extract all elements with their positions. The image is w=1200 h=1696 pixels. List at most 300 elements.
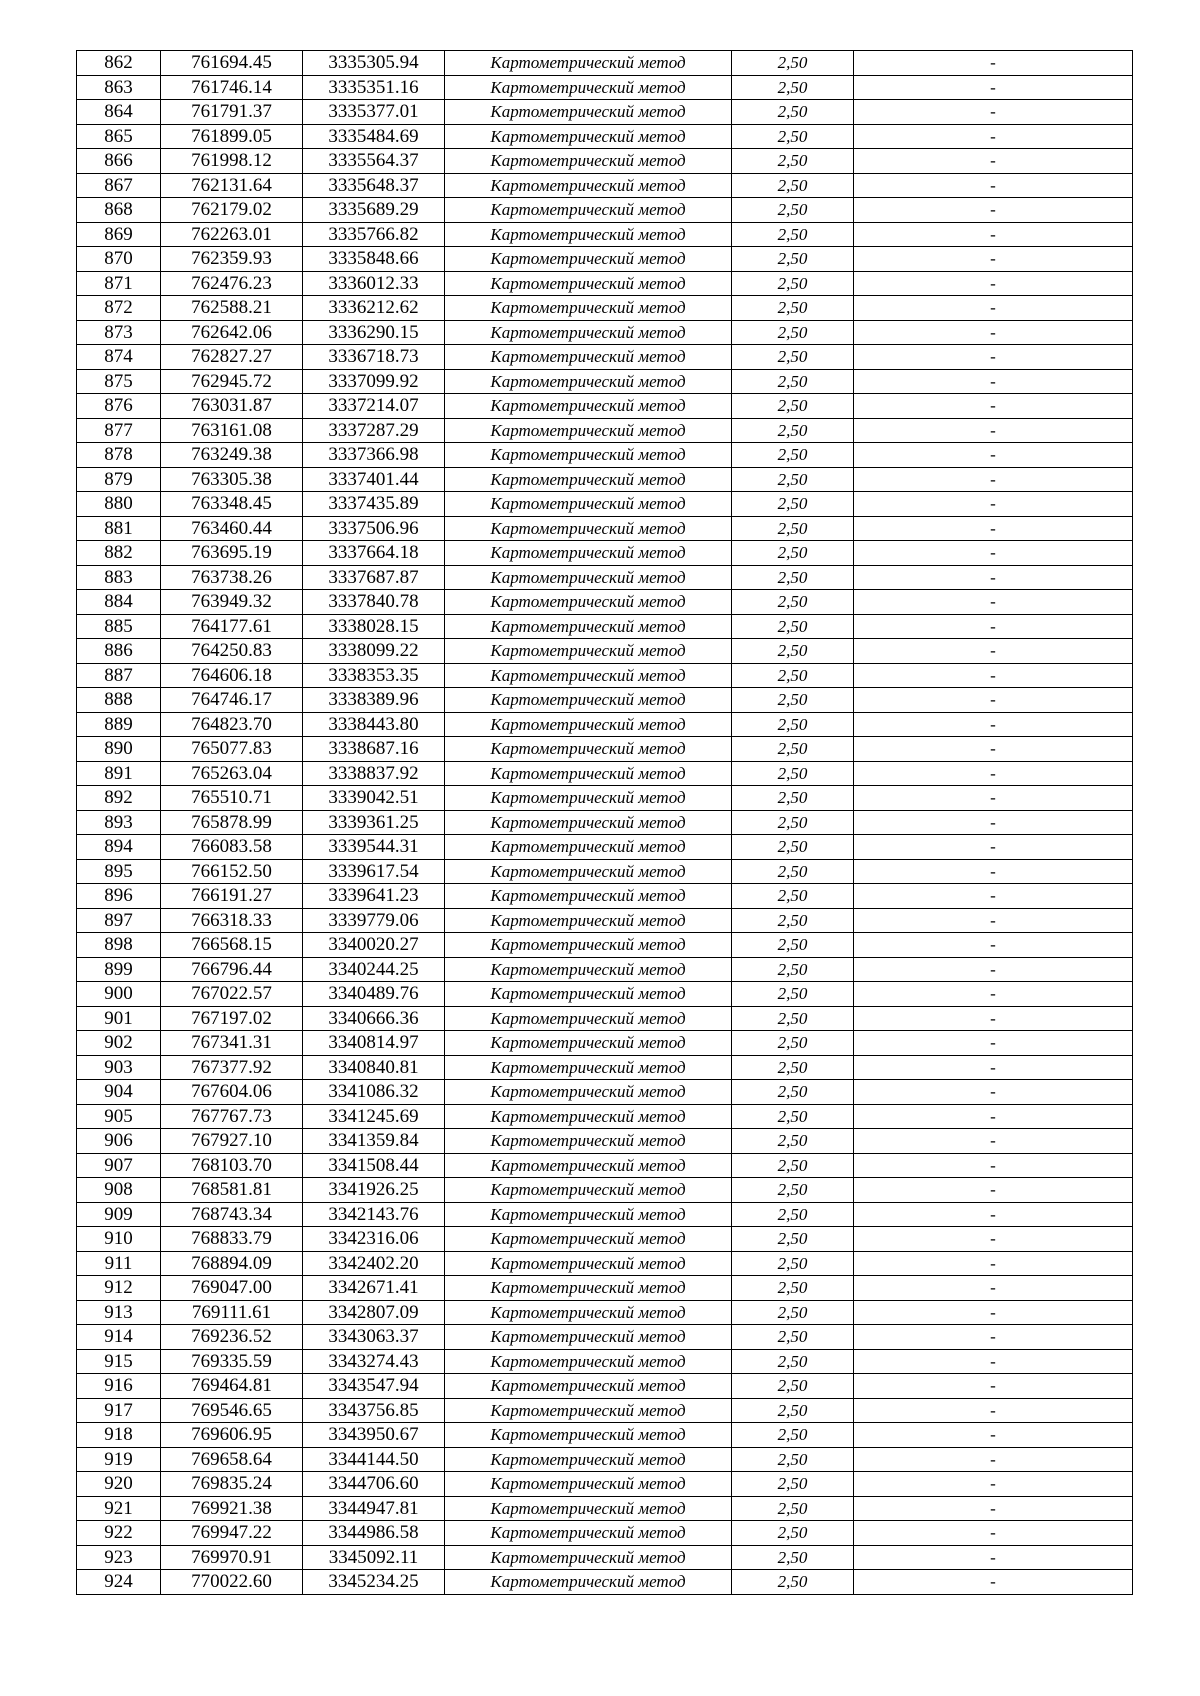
y-coordinate-cell: 3339617.54 xyxy=(303,859,445,884)
note-cell: - xyxy=(854,712,1133,737)
error-cell: 2,50 xyxy=(732,1472,854,1497)
method-cell: Картометрический метод xyxy=(445,124,732,149)
x-coordinate-cell: 762476.23 xyxy=(161,271,303,296)
point-number-cell: 863 xyxy=(77,75,161,100)
table-row xyxy=(77,1251,1133,1276)
table-row xyxy=(77,492,1133,517)
coordinates-table xyxy=(76,50,1133,1595)
error-cell: 2,50 xyxy=(732,786,854,811)
point-number-cell: 910 xyxy=(77,1227,161,1252)
note-cell: - xyxy=(854,957,1133,982)
method-cell: Картометрический метод xyxy=(445,1521,732,1546)
note-cell: - xyxy=(854,149,1133,174)
table-row xyxy=(77,198,1133,223)
note-cell: - xyxy=(854,1398,1133,1423)
method-cell: Картометрический метод xyxy=(445,737,732,762)
note-cell: - xyxy=(854,198,1133,223)
table-row xyxy=(77,1227,1133,1252)
x-coordinate-cell: 762263.01 xyxy=(161,222,303,247)
error-cell: 2,50 xyxy=(732,1178,854,1203)
method-cell: Картометрический метод xyxy=(445,933,732,958)
table-row xyxy=(77,1496,1133,1521)
x-coordinate-cell: 764250.83 xyxy=(161,639,303,664)
x-coordinate-cell: 762131.64 xyxy=(161,173,303,198)
table-row xyxy=(77,786,1133,811)
x-coordinate-cell: 763305.38 xyxy=(161,467,303,492)
x-coordinate-cell: 767341.31 xyxy=(161,1031,303,1056)
x-coordinate-cell: 761746.14 xyxy=(161,75,303,100)
error-cell: 2,50 xyxy=(732,124,854,149)
x-coordinate-cell: 762359.93 xyxy=(161,247,303,272)
x-coordinate-cell: 765077.83 xyxy=(161,737,303,762)
method-cell: Картометрический метод xyxy=(445,761,732,786)
error-cell: 2,50 xyxy=(732,418,854,443)
point-number-cell: 917 xyxy=(77,1398,161,1423)
y-coordinate-cell: 3341245.69 xyxy=(303,1104,445,1129)
x-coordinate-cell: 768103.70 xyxy=(161,1153,303,1178)
error-cell: 2,50 xyxy=(732,590,854,615)
note-cell: - xyxy=(854,1374,1133,1399)
x-coordinate-cell: 761694.45 xyxy=(161,51,303,76)
table-row xyxy=(77,320,1133,345)
x-coordinate-cell: 768833.79 xyxy=(161,1227,303,1252)
x-coordinate-cell: 764746.17 xyxy=(161,688,303,713)
point-number-cell: 909 xyxy=(77,1202,161,1227)
error-cell: 2,50 xyxy=(732,1080,854,1105)
x-coordinate-cell: 768581.81 xyxy=(161,1178,303,1203)
method-cell: Картометрический метод xyxy=(445,1129,732,1154)
x-coordinate-cell: 763161.08 xyxy=(161,418,303,443)
method-cell: Картометрический метод xyxy=(445,1398,732,1423)
table-row xyxy=(77,982,1133,1007)
point-number-cell: 920 xyxy=(77,1472,161,1497)
y-coordinate-cell: 3343547.94 xyxy=(303,1374,445,1399)
table-row xyxy=(77,173,1133,198)
y-coordinate-cell: 3340840.81 xyxy=(303,1055,445,1080)
table-row xyxy=(77,516,1133,541)
table-row xyxy=(77,1325,1133,1350)
error-cell: 2,50 xyxy=(732,394,854,419)
point-number-cell: 893 xyxy=(77,810,161,835)
y-coordinate-cell: 3337687.87 xyxy=(303,565,445,590)
point-number-cell: 871 xyxy=(77,271,161,296)
y-coordinate-cell: 3341926.25 xyxy=(303,1178,445,1203)
point-number-cell: 877 xyxy=(77,418,161,443)
note-cell: - xyxy=(854,884,1133,909)
x-coordinate-cell: 766568.15 xyxy=(161,933,303,958)
note-cell: - xyxy=(854,1129,1133,1154)
x-coordinate-cell: 765878.99 xyxy=(161,810,303,835)
x-coordinate-cell: 769546.65 xyxy=(161,1398,303,1423)
y-coordinate-cell: 3335305.94 xyxy=(303,51,445,76)
y-coordinate-cell: 3337214.07 xyxy=(303,394,445,419)
x-coordinate-cell: 761998.12 xyxy=(161,149,303,174)
note-cell: - xyxy=(854,1104,1133,1129)
y-coordinate-cell: 3344144.50 xyxy=(303,1447,445,1472)
error-cell: 2,50 xyxy=(732,982,854,1007)
method-cell: Картометрический метод xyxy=(445,590,732,615)
table-row xyxy=(77,1031,1133,1056)
note-cell: - xyxy=(854,75,1133,100)
x-coordinate-cell: 766152.50 xyxy=(161,859,303,884)
note-cell: - xyxy=(854,443,1133,468)
note-cell: - xyxy=(854,51,1133,76)
x-coordinate-cell: 762179.02 xyxy=(161,198,303,223)
error-cell: 2,50 xyxy=(732,443,854,468)
point-number-cell: 907 xyxy=(77,1153,161,1178)
error-cell: 2,50 xyxy=(732,1496,854,1521)
table-row xyxy=(77,639,1133,664)
note-cell: - xyxy=(854,124,1133,149)
method-cell: Картометрический метод xyxy=(445,1055,732,1080)
x-coordinate-cell: 767927.10 xyxy=(161,1129,303,1154)
y-coordinate-cell: 3336012.33 xyxy=(303,271,445,296)
error-cell: 2,50 xyxy=(732,1227,854,1252)
y-coordinate-cell: 3343063.37 xyxy=(303,1325,445,1350)
x-coordinate-cell: 764606.18 xyxy=(161,663,303,688)
y-coordinate-cell: 3336290.15 xyxy=(303,320,445,345)
point-number-cell: 884 xyxy=(77,590,161,615)
error-cell: 2,50 xyxy=(732,1251,854,1276)
table-row xyxy=(77,1423,1133,1448)
y-coordinate-cell: 3341359.84 xyxy=(303,1129,445,1154)
x-coordinate-cell: 761791.37 xyxy=(161,100,303,125)
note-cell: - xyxy=(854,1472,1133,1497)
y-coordinate-cell: 3337099.92 xyxy=(303,369,445,394)
error-cell: 2,50 xyxy=(732,761,854,786)
x-coordinate-cell: 763949.32 xyxy=(161,590,303,615)
y-coordinate-cell: 3343950.67 xyxy=(303,1423,445,1448)
x-coordinate-cell: 768894.09 xyxy=(161,1251,303,1276)
method-cell: Картометрический метод xyxy=(445,75,732,100)
y-coordinate-cell: 3338687.16 xyxy=(303,737,445,762)
y-coordinate-cell: 3344947.81 xyxy=(303,1496,445,1521)
x-coordinate-cell: 761899.05 xyxy=(161,124,303,149)
error-cell: 2,50 xyxy=(732,296,854,321)
method-cell: Картометрический метод xyxy=(445,1080,732,1105)
method-cell: Картометрический метод xyxy=(445,1227,732,1252)
y-coordinate-cell: 3335689.29 xyxy=(303,198,445,223)
x-coordinate-cell: 769606.95 xyxy=(161,1423,303,1448)
note-cell: - xyxy=(854,565,1133,590)
table-row xyxy=(77,884,1133,909)
error-cell: 2,50 xyxy=(732,614,854,639)
error-cell: 2,50 xyxy=(732,222,854,247)
y-coordinate-cell: 3335848.66 xyxy=(303,247,445,272)
x-coordinate-cell: 769970.91 xyxy=(161,1545,303,1570)
x-coordinate-cell: 767604.06 xyxy=(161,1080,303,1105)
method-cell: Картометрический метод xyxy=(445,222,732,247)
x-coordinate-cell: 763031.87 xyxy=(161,394,303,419)
x-coordinate-cell: 769236.52 xyxy=(161,1325,303,1350)
method-cell: Картометрический метод xyxy=(445,149,732,174)
point-number-cell: 919 xyxy=(77,1447,161,1472)
note-cell: - xyxy=(854,982,1133,1007)
method-cell: Картометрический метод xyxy=(445,663,732,688)
point-number-cell: 903 xyxy=(77,1055,161,1080)
y-coordinate-cell: 3338443.80 xyxy=(303,712,445,737)
method-cell: Картометрический метод xyxy=(445,1349,732,1374)
x-coordinate-cell: 763460.44 xyxy=(161,516,303,541)
point-number-cell: 862 xyxy=(77,51,161,76)
point-number-cell: 916 xyxy=(77,1374,161,1399)
point-number-cell: 873 xyxy=(77,320,161,345)
error-cell: 2,50 xyxy=(732,639,854,664)
note-cell: - xyxy=(854,1153,1133,1178)
y-coordinate-cell: 3336212.62 xyxy=(303,296,445,321)
error-cell: 2,50 xyxy=(732,1447,854,1472)
y-coordinate-cell: 3340244.25 xyxy=(303,957,445,982)
note-cell: - xyxy=(854,1276,1133,1301)
method-cell: Картометрический метод xyxy=(445,1031,732,1056)
method-cell: Картометрический метод xyxy=(445,786,732,811)
table-row xyxy=(77,1521,1133,1546)
y-coordinate-cell: 3339779.06 xyxy=(303,908,445,933)
note-cell: - xyxy=(854,222,1133,247)
x-coordinate-cell: 762588.21 xyxy=(161,296,303,321)
x-coordinate-cell: 767377.92 xyxy=(161,1055,303,1080)
x-coordinate-cell: 769335.59 xyxy=(161,1349,303,1374)
error-cell: 2,50 xyxy=(732,663,854,688)
error-cell: 2,50 xyxy=(732,737,854,762)
point-number-cell: 868 xyxy=(77,198,161,223)
error-cell: 2,50 xyxy=(732,369,854,394)
table-row xyxy=(77,688,1133,713)
y-coordinate-cell: 3335564.37 xyxy=(303,149,445,174)
point-number-cell: 911 xyxy=(77,1251,161,1276)
coordinates-table-body xyxy=(77,51,1133,1595)
note-cell: - xyxy=(854,639,1133,664)
error-cell: 2,50 xyxy=(732,1423,854,1448)
y-coordinate-cell: 3335648.37 xyxy=(303,173,445,198)
point-number-cell: 915 xyxy=(77,1349,161,1374)
error-cell: 2,50 xyxy=(732,198,854,223)
note-cell: - xyxy=(854,492,1133,517)
error-cell: 2,50 xyxy=(732,516,854,541)
table-row xyxy=(77,75,1133,100)
method-cell: Картометрический метод xyxy=(445,810,732,835)
note-cell: - xyxy=(854,296,1133,321)
table-row xyxy=(77,1570,1133,1595)
error-cell: 2,50 xyxy=(732,933,854,958)
note-cell: - xyxy=(854,1178,1133,1203)
note-cell: - xyxy=(854,1202,1133,1227)
x-coordinate-cell: 766191.27 xyxy=(161,884,303,909)
note-cell: - xyxy=(854,1423,1133,1448)
method-cell: Картометрический метод xyxy=(445,443,732,468)
y-coordinate-cell: 3340814.97 xyxy=(303,1031,445,1056)
method-cell: Картометрический метод xyxy=(445,1325,732,1350)
note-cell: - xyxy=(854,369,1133,394)
table-row xyxy=(77,1545,1133,1570)
note-cell: - xyxy=(854,761,1133,786)
table-row xyxy=(77,296,1133,321)
point-number-cell: 889 xyxy=(77,712,161,737)
y-coordinate-cell: 3339042.51 xyxy=(303,786,445,811)
point-number-cell: 886 xyxy=(77,639,161,664)
method-cell: Картометрический метод xyxy=(445,1153,732,1178)
y-coordinate-cell: 3342316.06 xyxy=(303,1227,445,1252)
note-cell: - xyxy=(854,1496,1133,1521)
note-cell: - xyxy=(854,614,1133,639)
method-cell: Картометрический метод xyxy=(445,835,732,860)
y-coordinate-cell: 3343274.43 xyxy=(303,1349,445,1374)
table-row xyxy=(77,1055,1133,1080)
method-cell: Картометрический метод xyxy=(445,908,732,933)
method-cell: Картометрический метод xyxy=(445,296,732,321)
note-cell: - xyxy=(854,1570,1133,1595)
error-cell: 2,50 xyxy=(732,173,854,198)
y-coordinate-cell: 3338099.22 xyxy=(303,639,445,664)
point-number-cell: 913 xyxy=(77,1300,161,1325)
note-cell: - xyxy=(854,1006,1133,1031)
error-cell: 2,50 xyxy=(732,467,854,492)
method-cell: Картометрический метод xyxy=(445,1300,732,1325)
method-cell: Картометрический метод xyxy=(445,369,732,394)
table-row xyxy=(77,394,1133,419)
error-cell: 2,50 xyxy=(732,247,854,272)
table-row xyxy=(77,541,1133,566)
table-row xyxy=(77,1104,1133,1129)
error-cell: 2,50 xyxy=(732,541,854,566)
point-number-cell: 867 xyxy=(77,173,161,198)
note-cell: - xyxy=(854,1545,1133,1570)
method-cell: Картометрический метод xyxy=(445,1178,732,1203)
error-cell: 2,50 xyxy=(732,1349,854,1374)
table-row xyxy=(77,712,1133,737)
y-coordinate-cell: 3335377.01 xyxy=(303,100,445,125)
y-coordinate-cell: 3336718.73 xyxy=(303,345,445,370)
error-cell: 2,50 xyxy=(732,51,854,76)
y-coordinate-cell: 3337506.96 xyxy=(303,516,445,541)
error-cell: 2,50 xyxy=(732,859,854,884)
y-coordinate-cell: 3335351.16 xyxy=(303,75,445,100)
note-cell: - xyxy=(854,467,1133,492)
x-coordinate-cell: 763738.26 xyxy=(161,565,303,590)
note-cell: - xyxy=(854,1080,1133,1105)
y-coordinate-cell: 3342143.76 xyxy=(303,1202,445,1227)
note-cell: - xyxy=(854,320,1133,345)
note-cell: - xyxy=(854,345,1133,370)
method-cell: Картометрический метод xyxy=(445,394,732,419)
table-row xyxy=(77,1472,1133,1497)
note-cell: - xyxy=(854,516,1133,541)
point-number-cell: 892 xyxy=(77,786,161,811)
point-number-cell: 908 xyxy=(77,1178,161,1203)
note-cell: - xyxy=(854,1325,1133,1350)
method-cell: Картометрический метод xyxy=(445,688,732,713)
point-number-cell: 874 xyxy=(77,345,161,370)
table-row xyxy=(77,1178,1133,1203)
method-cell: Картометрический метод xyxy=(445,467,732,492)
table-row xyxy=(77,663,1133,688)
point-number-cell: 890 xyxy=(77,737,161,762)
y-coordinate-cell: 3337664.18 xyxy=(303,541,445,566)
y-coordinate-cell: 3344986.58 xyxy=(303,1521,445,1546)
note-cell: - xyxy=(854,1447,1133,1472)
table-row xyxy=(77,933,1133,958)
x-coordinate-cell: 769921.38 xyxy=(161,1496,303,1521)
point-number-cell: 898 xyxy=(77,933,161,958)
method-cell: Картометрический метод xyxy=(445,639,732,664)
method-cell: Картометрический метод xyxy=(445,565,732,590)
table-row xyxy=(77,908,1133,933)
table-row xyxy=(77,1398,1133,1423)
point-number-cell: 876 xyxy=(77,394,161,419)
point-number-cell: 924 xyxy=(77,1570,161,1595)
y-coordinate-cell: 3339544.31 xyxy=(303,835,445,860)
note-cell: - xyxy=(854,908,1133,933)
table-row xyxy=(77,1153,1133,1178)
table-row xyxy=(77,100,1133,125)
point-number-cell: 900 xyxy=(77,982,161,1007)
point-number-cell: 887 xyxy=(77,663,161,688)
error-cell: 2,50 xyxy=(732,957,854,982)
point-number-cell: 923 xyxy=(77,1545,161,1570)
table-row xyxy=(77,1202,1133,1227)
table-row xyxy=(77,1276,1133,1301)
table-row xyxy=(77,957,1133,982)
point-number-cell: 899 xyxy=(77,957,161,982)
point-number-cell: 879 xyxy=(77,467,161,492)
point-number-cell: 875 xyxy=(77,369,161,394)
x-coordinate-cell: 767022.57 xyxy=(161,982,303,1007)
method-cell: Картометрический метод xyxy=(445,1570,732,1595)
method-cell: Картометрический метод xyxy=(445,1251,732,1276)
table-row xyxy=(77,590,1133,615)
x-coordinate-cell: 766318.33 xyxy=(161,908,303,933)
point-number-cell: 881 xyxy=(77,516,161,541)
x-coordinate-cell: 769947.22 xyxy=(161,1521,303,1546)
y-coordinate-cell: 3338389.96 xyxy=(303,688,445,713)
point-number-cell: 901 xyxy=(77,1006,161,1031)
error-cell: 2,50 xyxy=(732,1374,854,1399)
point-number-cell: 866 xyxy=(77,149,161,174)
error-cell: 2,50 xyxy=(732,1570,854,1595)
error-cell: 2,50 xyxy=(732,565,854,590)
x-coordinate-cell: 763348.45 xyxy=(161,492,303,517)
y-coordinate-cell: 3341508.44 xyxy=(303,1153,445,1178)
table-row xyxy=(77,810,1133,835)
table-row xyxy=(77,149,1133,174)
error-cell: 2,50 xyxy=(732,492,854,517)
table-row xyxy=(77,369,1133,394)
note-cell: - xyxy=(854,100,1133,125)
y-coordinate-cell: 3339361.25 xyxy=(303,810,445,835)
note-cell: - xyxy=(854,1031,1133,1056)
point-number-cell: 918 xyxy=(77,1423,161,1448)
error-cell: 2,50 xyxy=(732,1300,854,1325)
method-cell: Картометрический метод xyxy=(445,1006,732,1031)
error-cell: 2,50 xyxy=(732,1129,854,1154)
note-cell: - xyxy=(854,688,1133,713)
error-cell: 2,50 xyxy=(732,320,854,345)
table-row xyxy=(77,467,1133,492)
y-coordinate-cell: 3340666.36 xyxy=(303,1006,445,1031)
point-number-cell: 878 xyxy=(77,443,161,468)
y-coordinate-cell: 3337840.78 xyxy=(303,590,445,615)
table-row xyxy=(77,737,1133,762)
x-coordinate-cell: 769111.61 xyxy=(161,1300,303,1325)
y-coordinate-cell: 3342402.20 xyxy=(303,1251,445,1276)
table-row xyxy=(77,418,1133,443)
x-coordinate-cell: 769047.00 xyxy=(161,1276,303,1301)
y-coordinate-cell: 3337287.29 xyxy=(303,418,445,443)
error-cell: 2,50 xyxy=(732,1545,854,1570)
y-coordinate-cell: 3341086.32 xyxy=(303,1080,445,1105)
error-cell: 2,50 xyxy=(732,884,854,909)
y-coordinate-cell: 3337435.89 xyxy=(303,492,445,517)
